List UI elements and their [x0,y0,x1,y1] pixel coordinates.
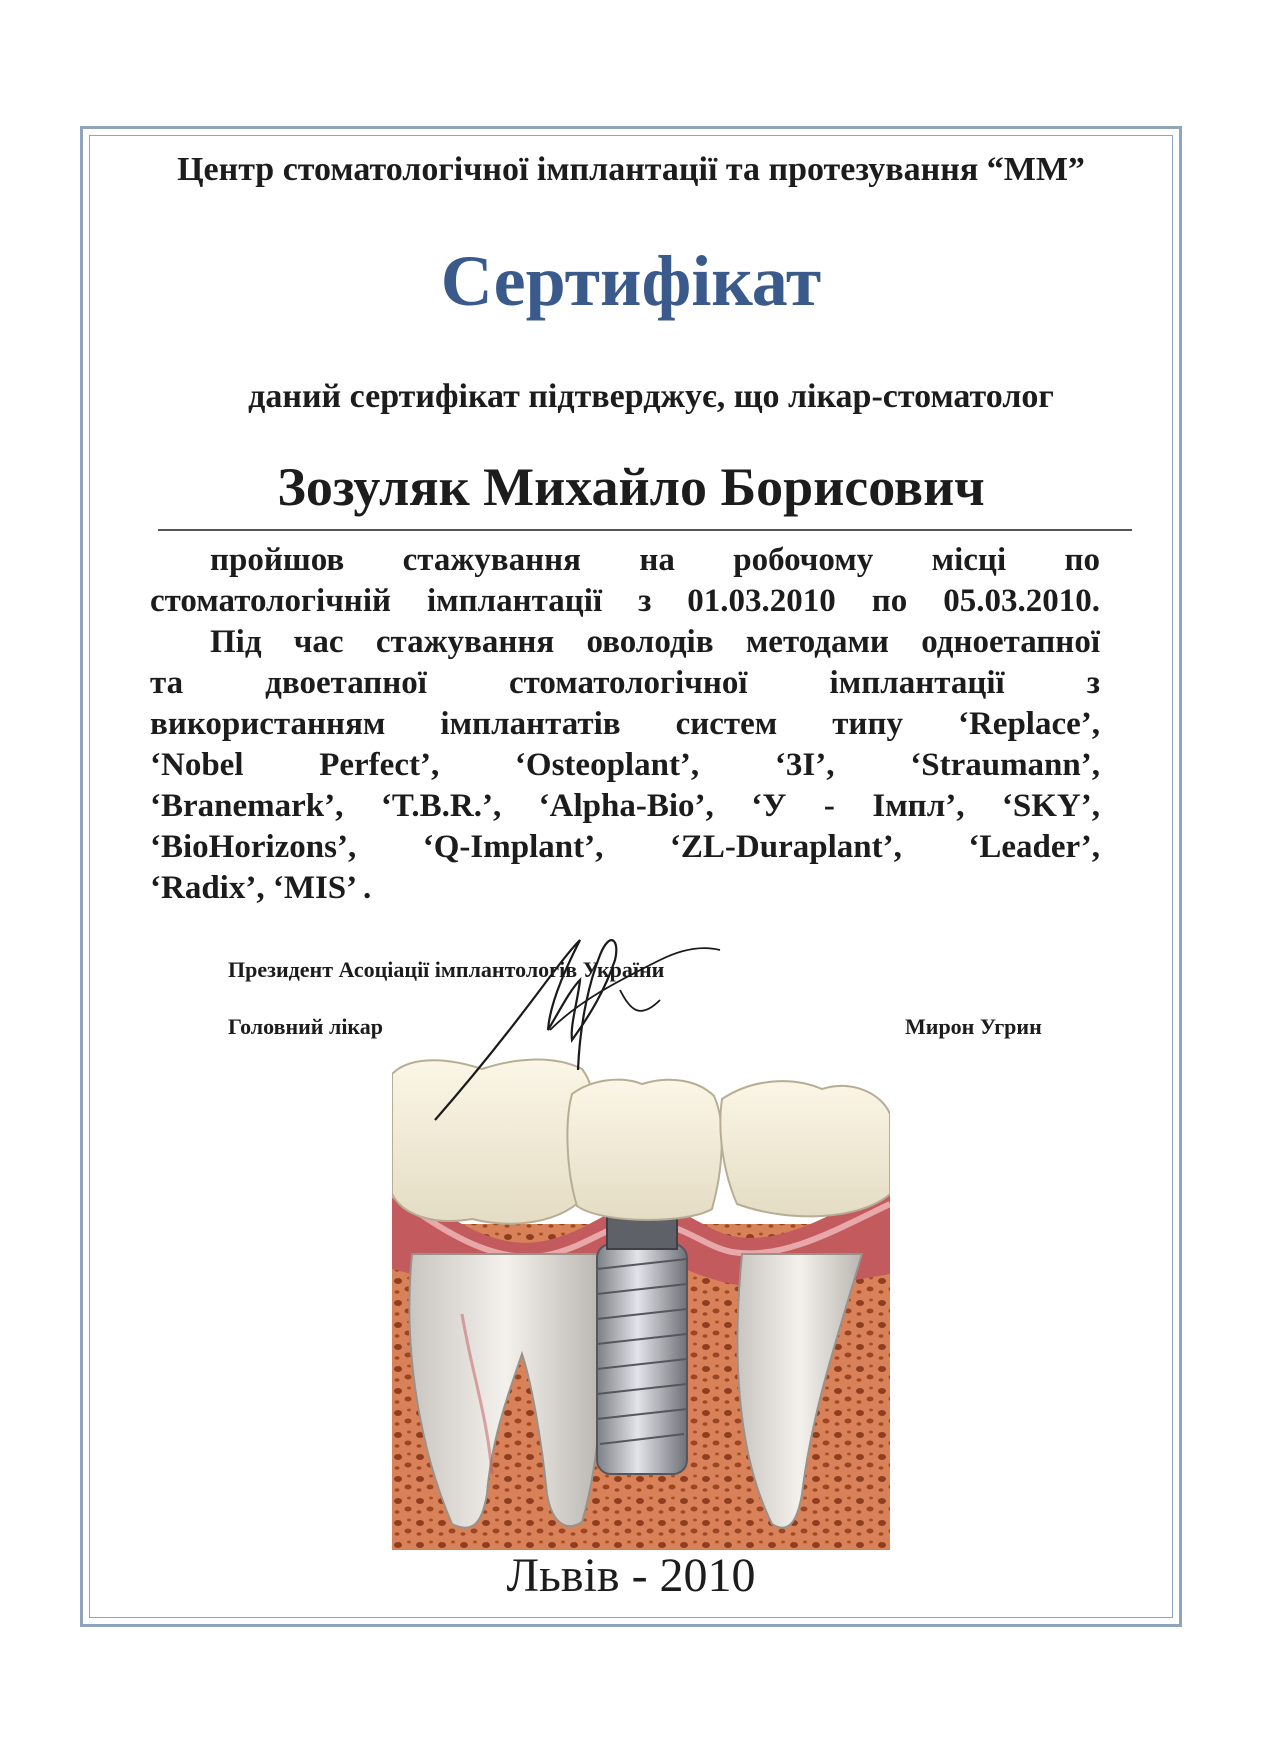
body-line: ‘Nobel Perfect’, ‘Osteoplant’, ‘3I’, ‘Straumann’, [150,747,1100,783]
body-line: та двоетапної стоматологічної імплантації з [150,665,1100,701]
confirm-line: даний сертифікат підтверджує, що лікар-стоматолог [248,378,1054,415]
body-line: ‘Branemark’, ‘T.B.R.’, ‘Alpha-Bio’, ‘У - Імпл’, ‘SKY’, [150,788,1100,824]
body-line: стоматологічній імплантації з 01.03.2010 по 05.03.2010. [150,583,1100,619]
signatory-name: Мирон Угрин [905,1014,1042,1039]
handwritten-signature-icon [430,920,730,1130]
city-year: Львів - 2010 [506,1549,756,1602]
body-line: ‘BioHorizons’, ‘Q-Implant’, ‘ZL-Duraplant’, ‘Leader’, [150,829,1100,865]
signatory-role-president: Президент Асоціації імплантологів України [228,957,665,982]
body-line: пройшов стажування на робочому місці по [210,542,1100,578]
name-underline [158,529,1132,531]
body-line: ‘Radix’, ‘MIS’ . [150,870,372,906]
certificate-body [150,540,1100,909]
recipient-name: Зозуляк Михайло Борисович [277,457,985,517]
body-line: Під час стажування оволодів методами одноетапної [210,624,1100,660]
issuer-header: Центр стоматологічної імплантації та протезування “ММ” [177,151,1085,188]
signatory-role-chief: Головний лікар [228,1014,384,1039]
certificate-title: Сертифікат [440,241,822,321]
body-line: використанням імплантатів систем типу ‘Replace’, [150,706,1100,742]
